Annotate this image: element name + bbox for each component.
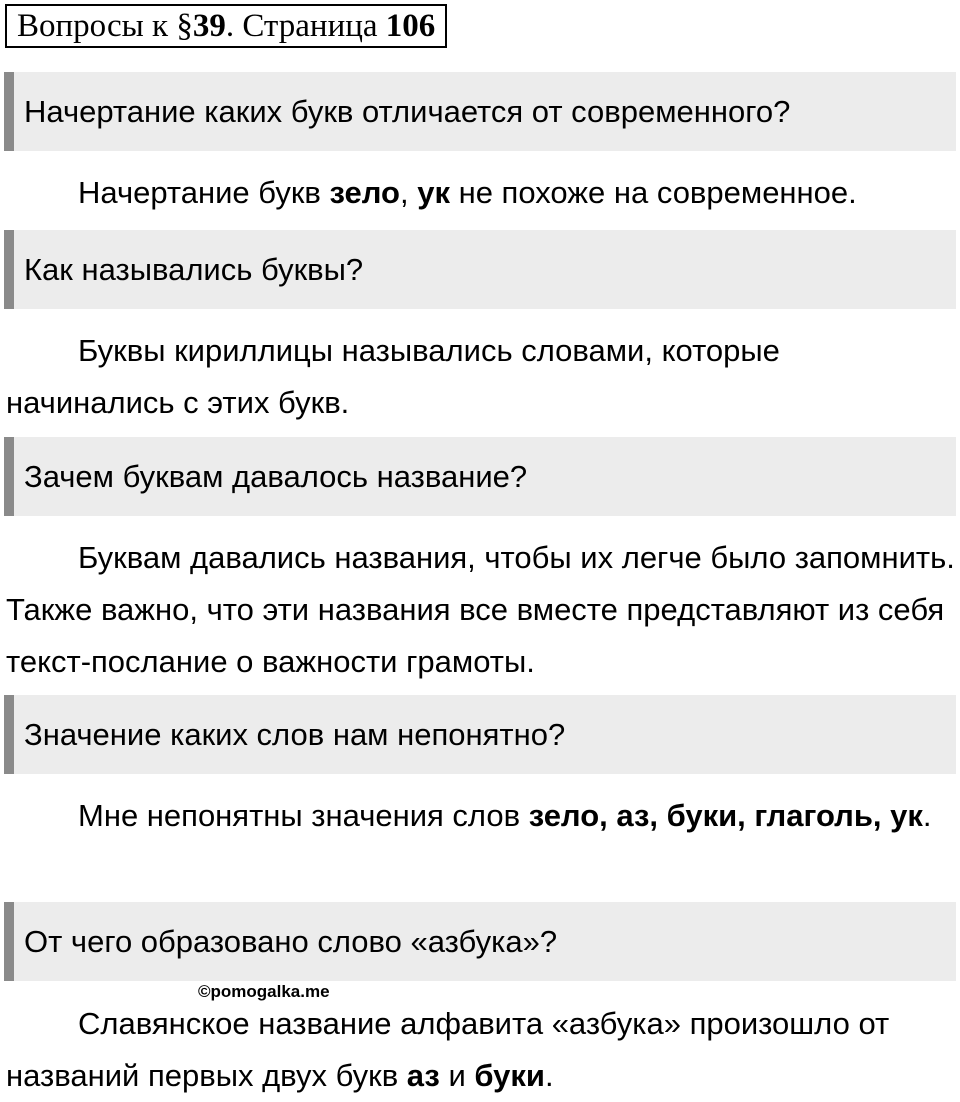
page-label: . Страница [225,8,386,44]
answer-1-text: Начертание букв [78,175,330,210]
answer-4 [6,790,956,842]
answer-5-tail: . [544,1058,554,1093]
question-5: От чего образовано слово «азбука»? [4,902,956,981]
title-prefix: Вопросы к § [17,8,193,44]
answer-5-text: Славянское название алфавита «азбука» произошло от названий первых двух букв [6,1006,890,1093]
answer-4-terms: зело, аз, буки, глаголь, ук [528,798,923,833]
answer-4-tail: . [922,798,932,833]
answer-2 [6,325,956,429]
answer-5-and: и [439,1058,475,1093]
page-title [5,4,447,48]
answer-5-term-buki: буки [474,1058,545,1093]
question-2: Как назывались буквы? [4,230,956,309]
section-number: 39 [192,8,226,44]
answer-1-term-zelo: зело [329,175,400,210]
answer-5-term-az: аз [406,1058,440,1093]
question-4: Значение каких слов нам непонятно? [4,695,956,774]
watermark: ©pomogalka.me [198,982,330,1001]
answer-1-tail: не похоже на современное. [449,175,857,210]
answer-1-term-uk: ук [417,175,450,210]
question-1: Начертание каких букв отличается от современного? [4,72,956,151]
page-number: 106 [385,8,436,44]
answer-3-text: Буквам давались названия, чтобы их легче было запомнить. Также важно, что эти названия все вместе представляют из себя текст-послание о важности грамоты. [6,540,955,679]
answer-4-text: Мне непонятны значения слов [78,798,529,833]
answer-5 [6,998,956,1102]
answer-3 [6,532,956,688]
answer-2-text: Буквы кириллицы назывались словами, которые начинались с этих букв. [6,333,780,420]
answer-1 [6,167,956,219]
question-3: Зачем буквам давалось название? [4,437,956,516]
answer-1-comma: , [399,175,418,210]
